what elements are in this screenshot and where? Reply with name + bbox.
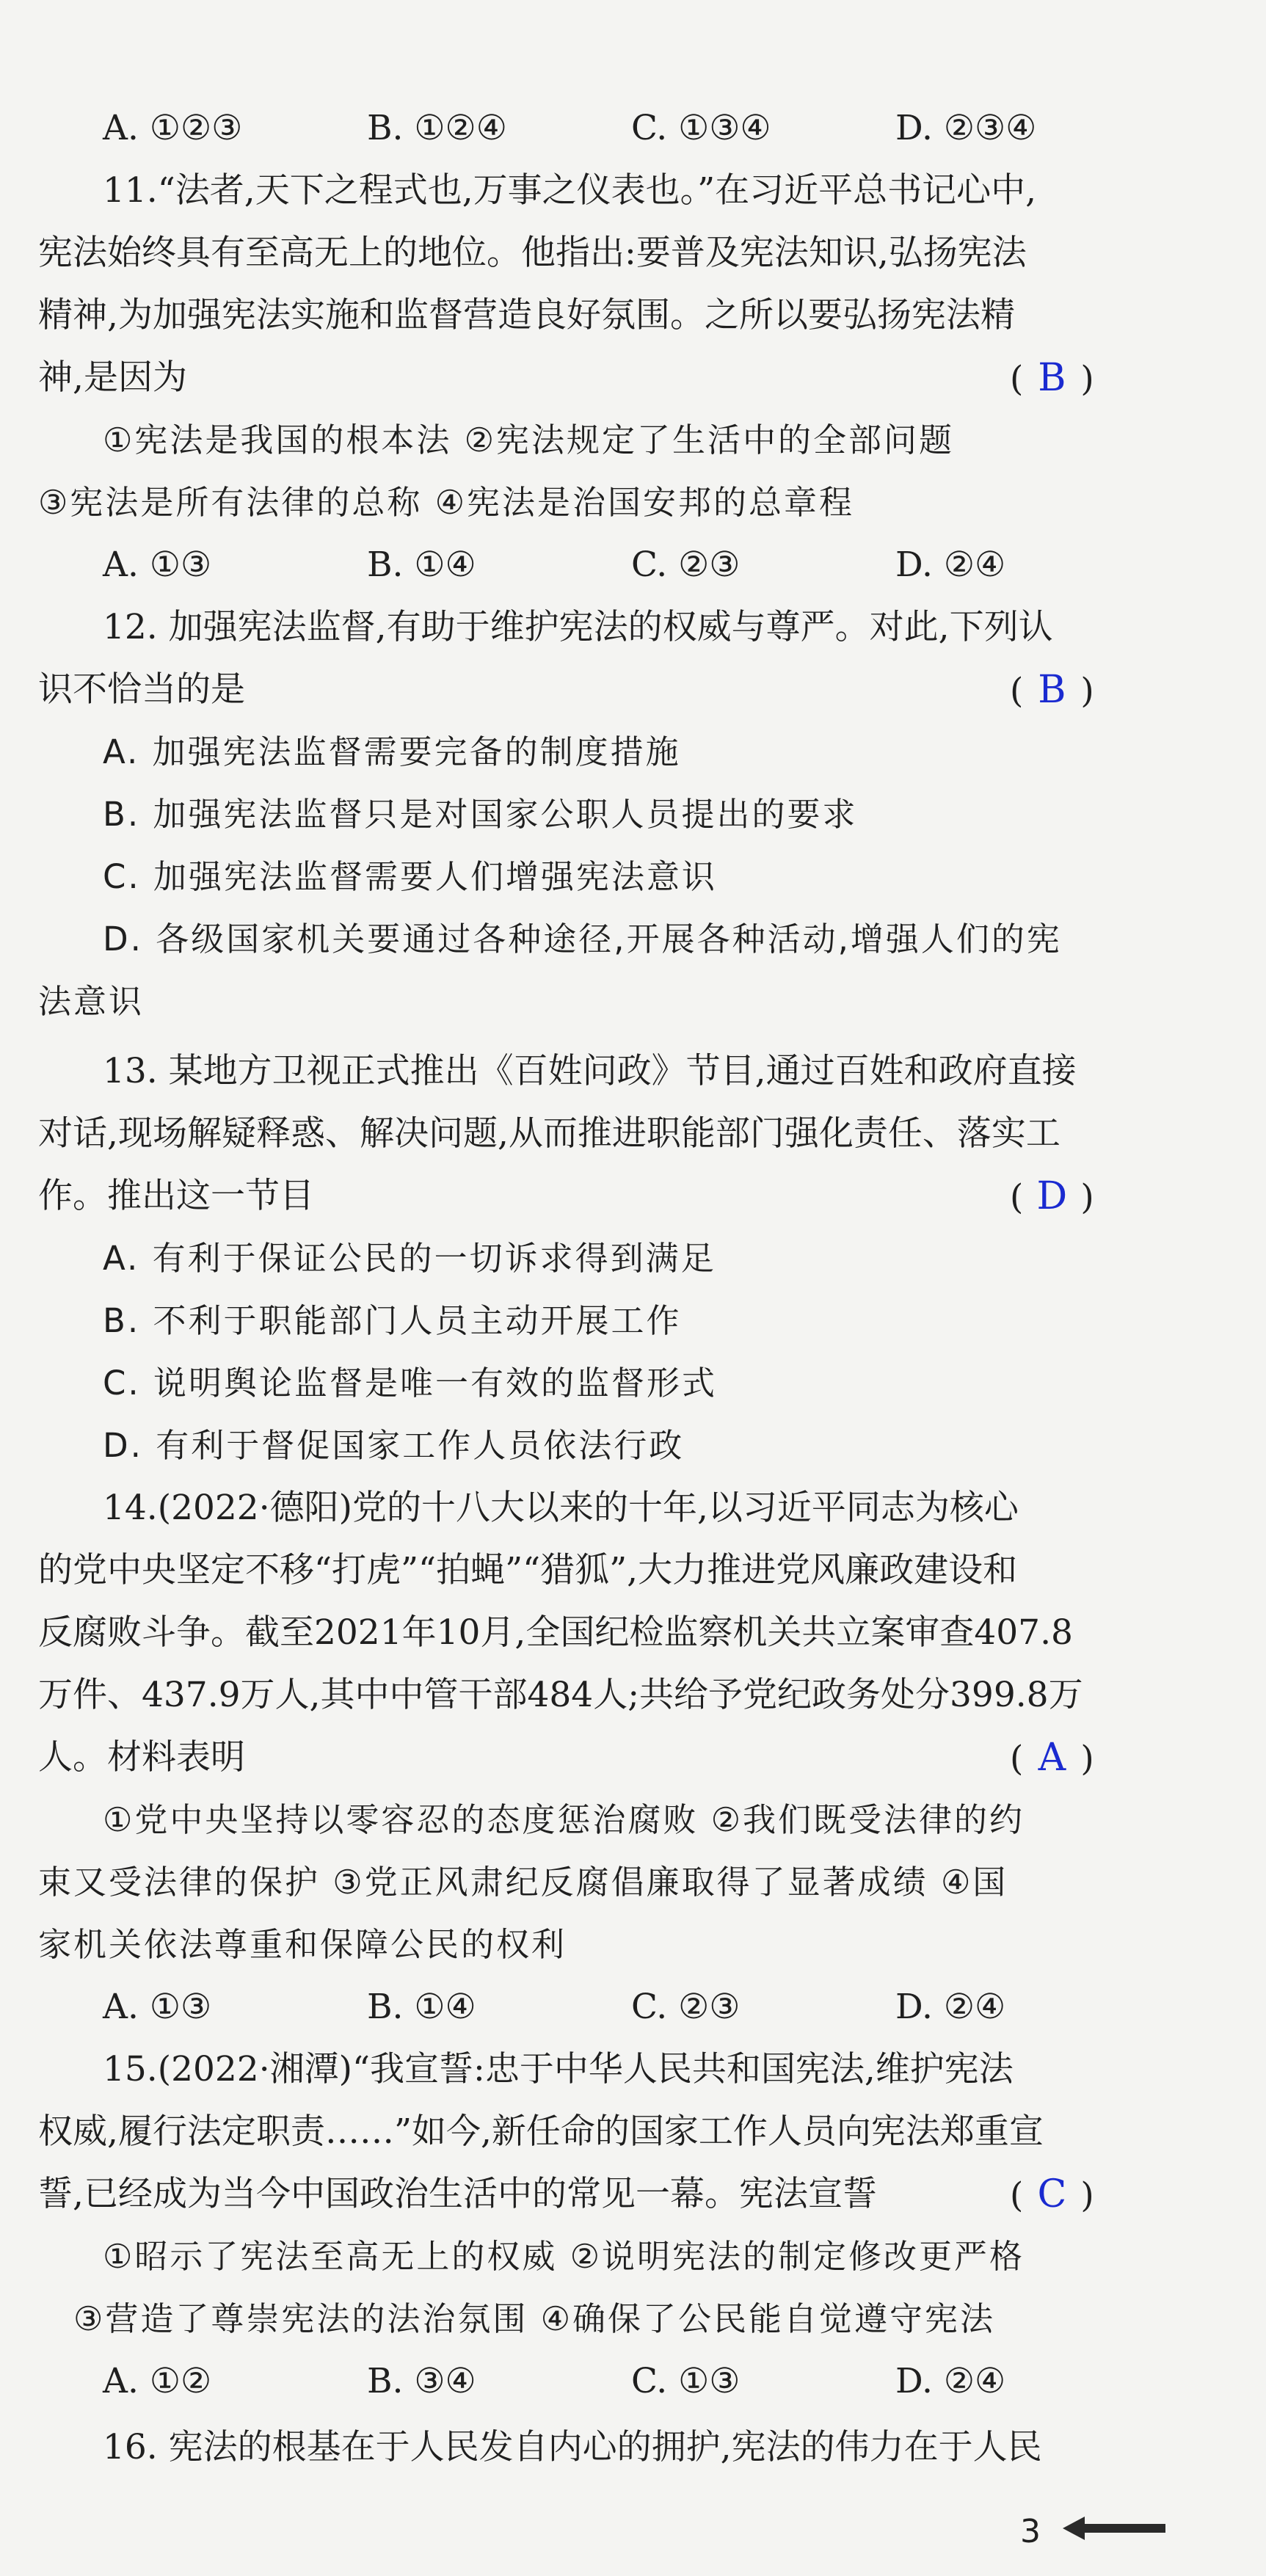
q15-statement-2: ③营造了尊崇宪法的法治氛围 ④确保了公民能自觉遵守宪法 [73, 2299, 995, 2338]
q12-option-b: B. 加强宪法监督只是对国家公职人员提出的要求 [103, 795, 858, 834]
q12-answer-letter: B [1038, 668, 1066, 712]
q10-choice-b: B. ①②④ [367, 108, 507, 148]
q13-answer: ( D ) [1010, 1171, 1142, 1223]
q15-choice-b: B. ③④ [367, 2361, 476, 2401]
q15-answer: ( C ) [1010, 2169, 1142, 2222]
q10-choice-a: A. ①②③ [103, 108, 243, 148]
q13-option-c: C. 说明舆论监督是唯一有效的监督形式 [103, 1364, 718, 1402]
q11-stem-line-3: 精神,为加强宪法实施和监督营造良好氛围。之所以要弘扬宪法精 [38, 295, 1015, 335]
q11-choice-b: B. ①④ [367, 545, 476, 585]
q14-stem-line-1: 14.(2022·德阳)党的十八大以来的十年,以习近平同志为核心 [103, 1488, 1019, 1528]
q15-choice-d: D. ②④ [895, 2361, 1006, 2401]
q12-answer: ( B ) [1010, 664, 1142, 717]
q14-stem-line-4: 万件、437.9万人,其中中管干部484人;共给予党纪政务处分399.8万 [38, 1675, 1083, 1715]
q12-option-d: D. 各级国家机关要通过各种途径,开展各种活动,增强人们的宪 [103, 920, 1062, 958]
q14-choice-b: B. ①④ [367, 1987, 476, 2027]
q13-stem-line-3: 作。推出这一节目 [38, 1176, 314, 1216]
q11-stem-line-4: 神,是因为 [38, 357, 187, 398]
q14-choice-c: C. ②③ [631, 1987, 741, 2027]
q13-option-d: D. 有利于督促国家工作人员依法行政 [103, 1426, 685, 1465]
q10-choice-c: C. ①③④ [631, 108, 771, 148]
page-number: 3 [1020, 2513, 1041, 2550]
q12-option-a: A. 加强宪法监督需要完备的制度措施 [103, 732, 681, 771]
q15-stem-line-3: 誓,已经成为当今中国政治生活中的常见一幕。宪法宣誓 [38, 2174, 877, 2214]
q13-answer-letter: D [1036, 1174, 1068, 1218]
q11-answer: ( B ) [1010, 352, 1142, 405]
q10-choice-d: D. ②③④ [895, 108, 1037, 148]
q11-answer-letter: B [1038, 356, 1066, 400]
q12-option-c: C. 加强宪法监督需要人们增强宪法意识 [103, 857, 718, 896]
q14-choice-d: D. ②④ [895, 1987, 1006, 2027]
q14-stem-line-3: 反腐败斗争。截至2021年10月,全国纪检监察机关共立案审查407.8 [38, 1612, 1073, 1653]
q12-stem-line-1: 12. 加强宪法监督,有助于维护宪法的权威与尊严。对此,下列认 [103, 607, 1053, 647]
q12-stem-line-2: 识不恰当的是 [38, 669, 245, 710]
q11-stem-line-1: 11.“法者,天下之程式也,万事之仪表也。”在习近平总书记心中, [103, 170, 1037, 211]
q14-answer: ( A ) [1010, 1732, 1142, 1785]
q15-stem-line-2: 权威,履行法定职责……”如今,新任命的国家工作人员向宪法郑重宣 [38, 2111, 1044, 2152]
q14-answer-letter: A [1038, 1736, 1066, 1780]
q13-stem-line-2: 对话,现场解疑释惑、解决问题,从而推进职能部门强化责任、落实工 [38, 1113, 1061, 1154]
arrow-left-icon [1063, 2514, 1165, 2543]
q14-statement-2: 束又受法律的保护 ③党正风肃纪反腐倡廉取得了显著成绩 ④国 [38, 1863, 1008, 1902]
q14-choices [103, 1982, 1130, 2033]
q11-choice-c: C. ②③ [631, 545, 741, 585]
q15-choice-c: C. ①③ [631, 2361, 741, 2401]
q15-choices [103, 2356, 1130, 2407]
q15-answer-letter: C [1037, 2172, 1067, 2216]
q10-choices [103, 103, 1130, 154]
q11-choice-a: A. ①③ [103, 545, 212, 585]
q13-stem-line-1: 13. 某地方卫视正式推出《百姓问政》节目,通过百姓和政府直接 [103, 1051, 1077, 1091]
q15-choice-a: A. ①② [103, 2361, 212, 2401]
q15-stem-line-1: 15.(2022·湘潭)“我宣誓:忠于中华人民共和国宪法,维护宪法 [103, 2049, 1014, 2089]
q13-option-a: A. 有利于保证公民的一切诉求得到满足 [103, 1239, 716, 1278]
q14-statement-1: ①党中央坚持以零容忍的态度惩治腐败 ②我们既受法律的约 [103, 1800, 1025, 1839]
q11-choice-d: D. ②④ [895, 545, 1006, 585]
q12-option-d-cont: 法意识 [38, 982, 145, 1021]
q14-stem-line-5: 人。材料表明 [38, 1737, 245, 1778]
q15-statement-1: ①昭示了宪法至高无上的权威 ②说明宪法的制定修改更严格 [103, 2237, 1025, 2276]
q14-statement-3: 家机关依法尊重和保障公民的权利 [38, 1925, 567, 1964]
q14-choice-a: A. ①③ [103, 1987, 212, 2027]
q11-statement-1: ①宪法是我国的根本法 ②宪法规定了生活中的全部问题 [103, 421, 954, 459]
q13-option-b: B. 不利于职能部门人员主动开展工作 [103, 1301, 682, 1340]
q16-stem-line-1: 16. 宪法的根基在于人民发自内心的拥护,宪法的伟力在于人民 [103, 2427, 1042, 2467]
q11-choices [103, 539, 1130, 591]
q14-stem-line-2: 的党中央坚定不移“打虎”“拍蝇”“猎狐”,大力推进党风廉政建设和 [38, 1550, 1018, 1590]
q11-statement-2: ③宪法是所有法律的总称 ④宪法是治国安邦的总章程 [38, 483, 854, 522]
q11-stem-line-2: 宪法始终具有至高无上的地位。他指出:要普及宪法知识,弘扬宪法 [38, 233, 1027, 273]
